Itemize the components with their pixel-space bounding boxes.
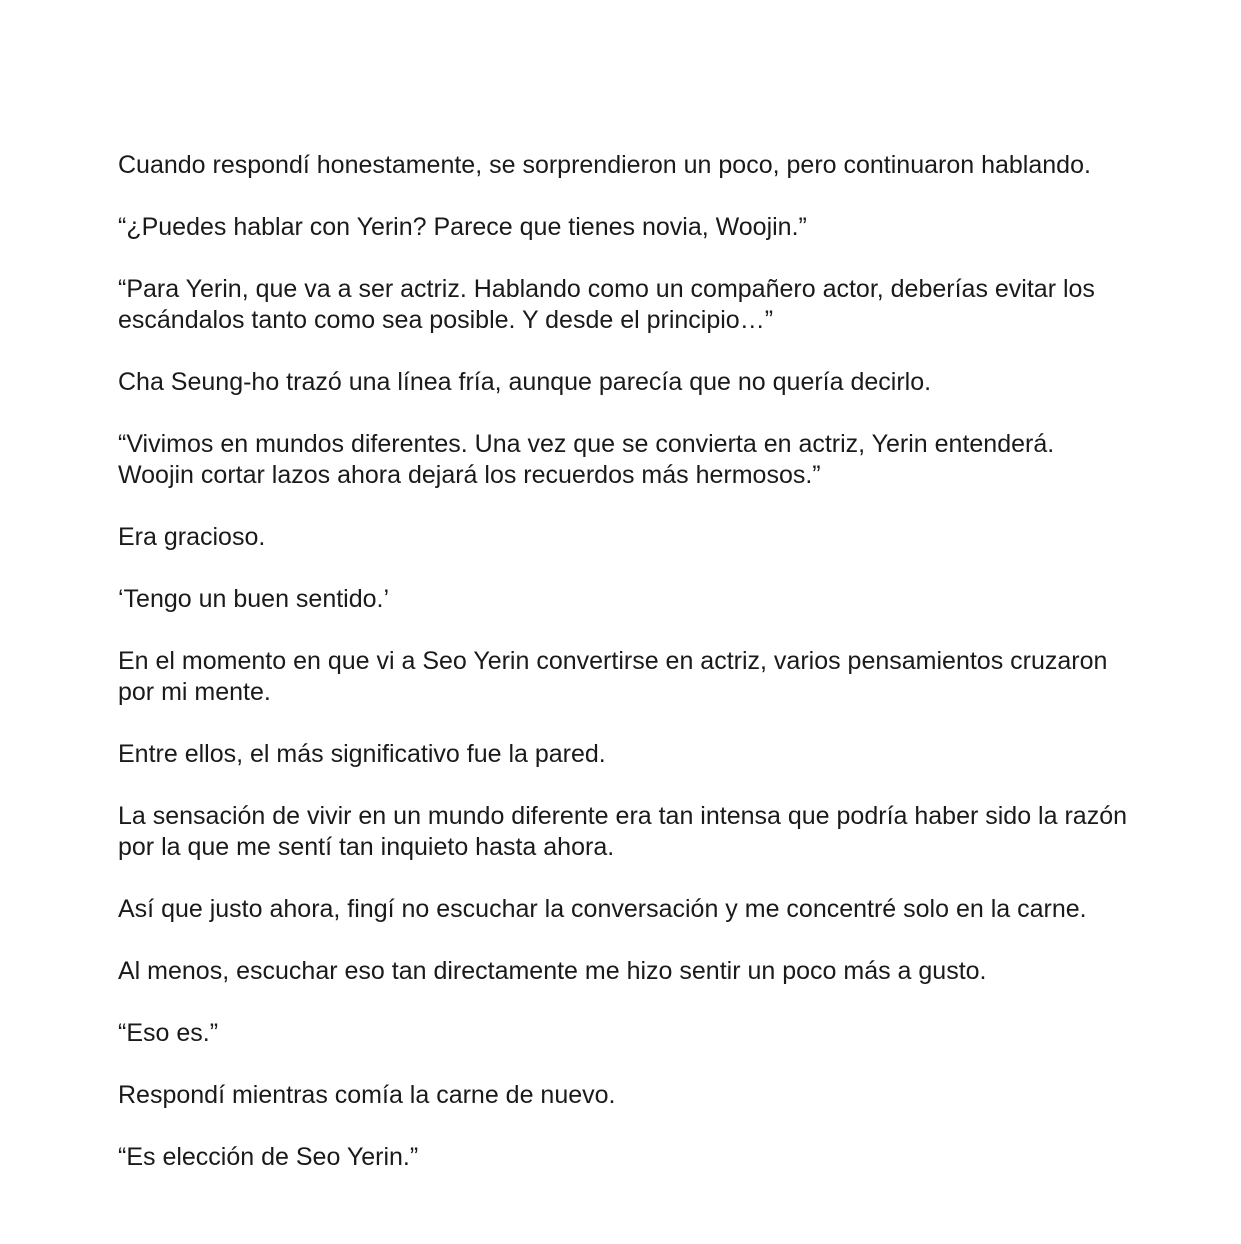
paragraph: “Para Yerin, que va a ser actriz. Hablando como un compañero actor, deberías evitar los escándalos tanto como sea posible. Y desde el principio…” [118,275,1095,334]
paragraph: En el momento en que vi a Seo Yerin convertirse en actriz, varios pensamientos cruzaron por mi mente. [118,647,1108,706]
paragraph: ‘Tengo un buen sentido.’ [118,585,390,613]
document-body [118,150,1128,1204]
paragraph: “Es elección de Seo Yerin.” [118,1143,419,1171]
paragraph: Era gracioso. [118,523,266,551]
paragraph: Respondí mientras comía la carne de nuevo. [118,1081,616,1109]
paragraph: Al menos, escuchar eso tan directamente me hizo sentir un poco más a gusto. [118,957,987,985]
paragraph: Cha Seung-ho trazó una línea fría, aunque parecía que no quería decirlo. [118,368,932,396]
paragraph: La sensación de vivir en un mundo diferente era tan intensa que podría haber sido la razón por la que me sentí tan inquieto hasta ahora. [118,802,1127,861]
paragraph: “Vivimos en mundos diferentes. Una vez que se convierta en actriz, Yerin entenderá. Woojin cortar lazos ahora dejará los recuerdos más hermosos.” [118,430,1055,489]
paragraph: “¿Puedes hablar con Yerin? Parece que tienes novia, Woojin.” [118,213,807,241]
paragraph: Entre ellos, el más significativo fue la pared. [118,740,606,768]
paragraph: Cuando respondí honestamente, se sorprendieron un poco, pero continuaron hablando. [118,151,1091,179]
paragraph: Así que justo ahora, fingí no escuchar la conversación y me concentré solo en la carne. [118,895,1087,923]
paragraph: “Eso es.” [118,1019,219,1047]
